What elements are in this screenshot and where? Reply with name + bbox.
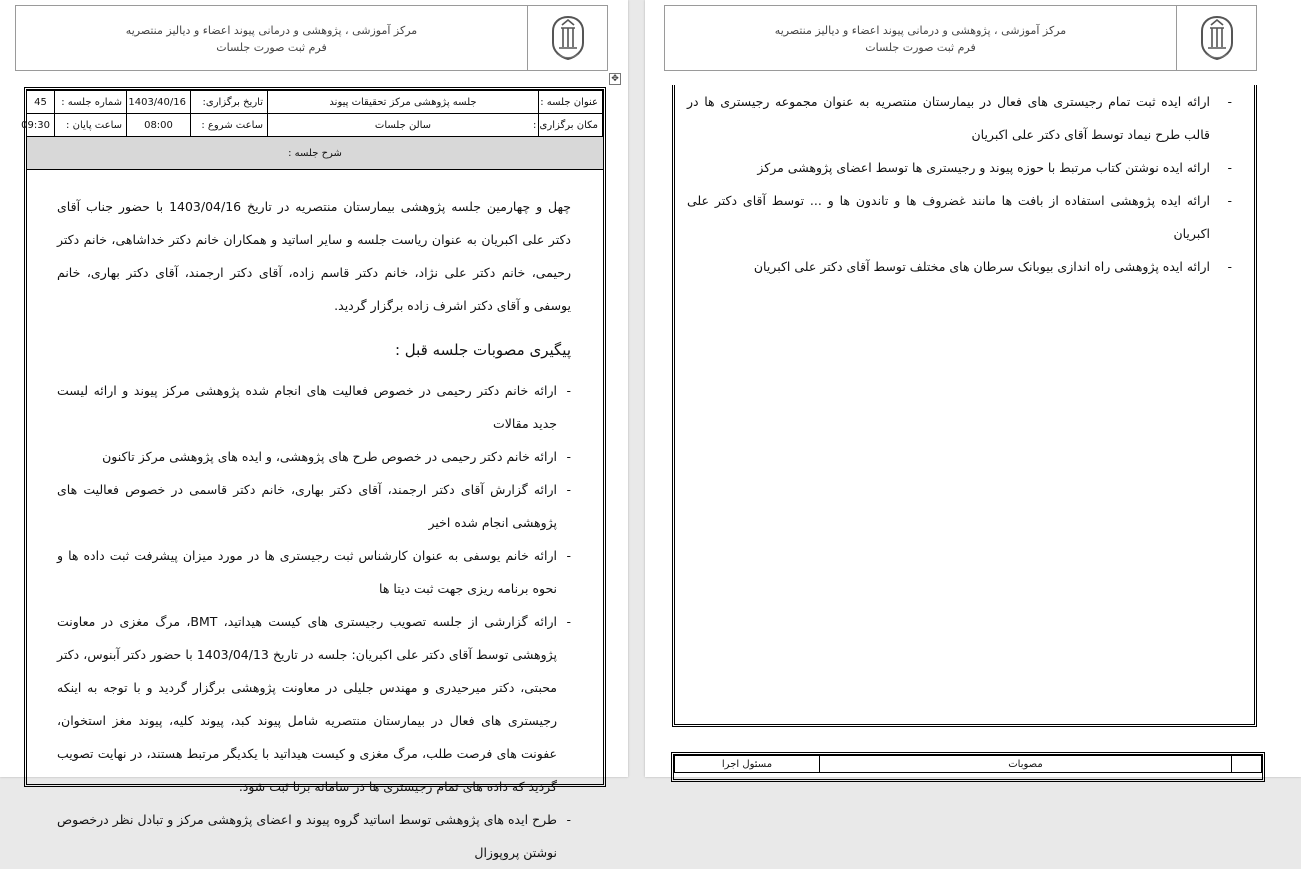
date-label: تاریخ برگزاری: bbox=[191, 91, 268, 114]
document-page-left bbox=[0, 0, 628, 860]
row-number-cell bbox=[1232, 756, 1262, 773]
list-item[interactable]: - ارائه ایده پژوهشی استفاده از بافت ها مانند غضروف ها و تاندون ها و ... توسط آقای دکتر علی اکبریان bbox=[687, 184, 1232, 250]
header-line-1: مرکز آموزشی ، پژوهشی و درمانی پیوند اعضاء و دیالیز منتصریه bbox=[774, 24, 1067, 37]
title-value: جلسه پژوهشی مرکز تحقیقات پیوند bbox=[268, 91, 539, 114]
page-header bbox=[664, 5, 1257, 71]
resolutions-header-row bbox=[675, 756, 1262, 773]
description-header: شرح جلسه : bbox=[27, 137, 603, 170]
table-move-handle-icon[interactable]: ✥ bbox=[609, 73, 621, 85]
start-label: ساعت شروع : bbox=[191, 114, 268, 137]
meeting-form bbox=[21, 87, 606, 860]
list-item[interactable]: - ارائه گزارش آقای دکتر ارجمند، آقای دکتر بهاری، خانم دکتر قاسمی در خصوص فعالیت های پژوهشی انجام شده اخیر bbox=[57, 473, 571, 539]
title-label: عنوان جلسه : bbox=[539, 91, 603, 114]
list-item[interactable]: - ارائه خانم دکتر رحیمی در خصوص طرح های پژوهشی، و ایده های پژوهشی مرکز تاکنون bbox=[57, 440, 571, 473]
end-value: 09:30 bbox=[27, 114, 55, 137]
info-row-2 bbox=[27, 114, 603, 137]
header-line-2: فرم ثبت صورت جلسات bbox=[865, 41, 976, 54]
end-label: ساعت پایان : bbox=[55, 114, 127, 137]
university-logo-icon bbox=[545, 13, 591, 63]
intro-paragraph[interactable]: چهل و چهارمین جلسه پژوهشی بیمارستان منتصریه در تاریخ 1403/04/16 با حضور جناب آقای دکتر علی اکبریان به عنوان ریاست جلسه و سایر اساتید و همکاران خانم دکتر خداشاهی، خانم دکتر رحیمی، خانم دکتر علی نژاد، خانم دکتر قاسم زاده، آقای دکتر ارجمند، آقای دکتر بهاری، خانم یوسفی و آقای دکتر اشرف زاده برگزار گردید. bbox=[57, 199, 571, 313]
logo-cell bbox=[527, 6, 607, 70]
header-text bbox=[16, 22, 527, 56]
followup-list bbox=[57, 374, 571, 869]
header-text bbox=[665, 22, 1176, 56]
meeting-body[interactable] bbox=[27, 190, 603, 869]
university-logo-icon bbox=[1194, 13, 1240, 63]
header-line-1: مرکز آموزشی ، پژوهشی و درمانی پیوند اعضاء و دیالیز منتصریه bbox=[125, 24, 418, 37]
list-item[interactable]: - ارائه خانم یوسفی به عنوان کارشناس ثبت رجیستری ها در مورد میزان پیشرفت ثبت داده ها و نحوه برنامه ریزی جهت ثبت دیتا ها bbox=[57, 539, 571, 605]
list-item[interactable]: - ارائه ایده نوشتن کتاب مرتبط با حوزه پیوند و رجیستری ها توسط اعضای پژوهشی مرکز bbox=[687, 151, 1232, 184]
followup-title: پیگیری مصوبات جلسه قبل : bbox=[394, 341, 571, 359]
number-label: شماره جلسه : bbox=[55, 91, 127, 114]
list-item[interactable]: - ارائه خانم دکتر رحیمی در خصوص فعالیت های انجام شده پژوهشی مرکز پیوند و ارائه لیست جدید مقالات bbox=[57, 374, 571, 440]
place-label: مکان برگزاری : bbox=[539, 114, 603, 137]
list-item[interactable]: - ارائه گزارشی از جلسه تصویب رجیستری های کیست هیداتید، BMT، مرگ مغزی در معاونت پژوهشی توسط آقای دکتر علی اکبریان: جلسه در تاریخ 1403/04/13 با حضور دکتر آبنوس، دکتر محبتی، دکتر میرحیدری و مهندس جلیلی در معاونت پژوهشی برگزار گردید و با توجه به اینکه رجیستری های فعال در بیمارستان منتصریه شامل پیوند کبد، پیوند کلیه، پیوند مغز استخوان، عفونت های فرصت طلب، مرگ مغزی و کیست هیداتید با یکدیگر مرتبط هستند، در نهایت تصویب گردید که داده های تمام رجیستری ها در سامانه برنا ثبت شود. bbox=[57, 605, 571, 803]
resolutions-table bbox=[671, 752, 1265, 782]
list-item[interactable]: - ارائه ایده پژوهشی راه اندازی بیوبانک سرطان های مختلف توسط آقای دکتر علی اکبریان bbox=[687, 250, 1232, 283]
meeting-info-table bbox=[21, 90, 603, 137]
number-value: 45 bbox=[27, 91, 55, 114]
meeting-form-continued bbox=[672, 85, 1257, 727]
resolutions-column-header: مصوبات bbox=[820, 756, 1232, 773]
date-value: 1403/40/16 bbox=[127, 91, 191, 114]
list-item[interactable]: - ارائه ایده ثبت تمام رجیستری های فعال در بیمارستان منتصریه به عنوان مجموعه رجیستری ها در قالب طرح نیماد توسط آقای دکتر علی اکبریان bbox=[687, 85, 1232, 151]
info-row-1 bbox=[27, 91, 603, 114]
meeting-body-continued[interactable] bbox=[675, 85, 1254, 283]
list-item[interactable]: - طرح ایده های پژوهشی توسط اساتید گروه پیوند و اعضای پژوهشی مرکز و تبادل نظر درخصوص نوشتن پروپوزال bbox=[57, 803, 571, 869]
start-value: 08:00 bbox=[127, 114, 191, 137]
place-value: سالن جلسات bbox=[268, 114, 539, 137]
page-header bbox=[15, 5, 608, 71]
document-page-right bbox=[645, 0, 1301, 777]
responsible-column-header: مسئول اجرا bbox=[675, 756, 820, 773]
idea-list bbox=[687, 85, 1232, 283]
header-line-2: فرم ثبت صورت جلسات bbox=[216, 41, 327, 54]
logo-cell bbox=[1176, 6, 1256, 70]
